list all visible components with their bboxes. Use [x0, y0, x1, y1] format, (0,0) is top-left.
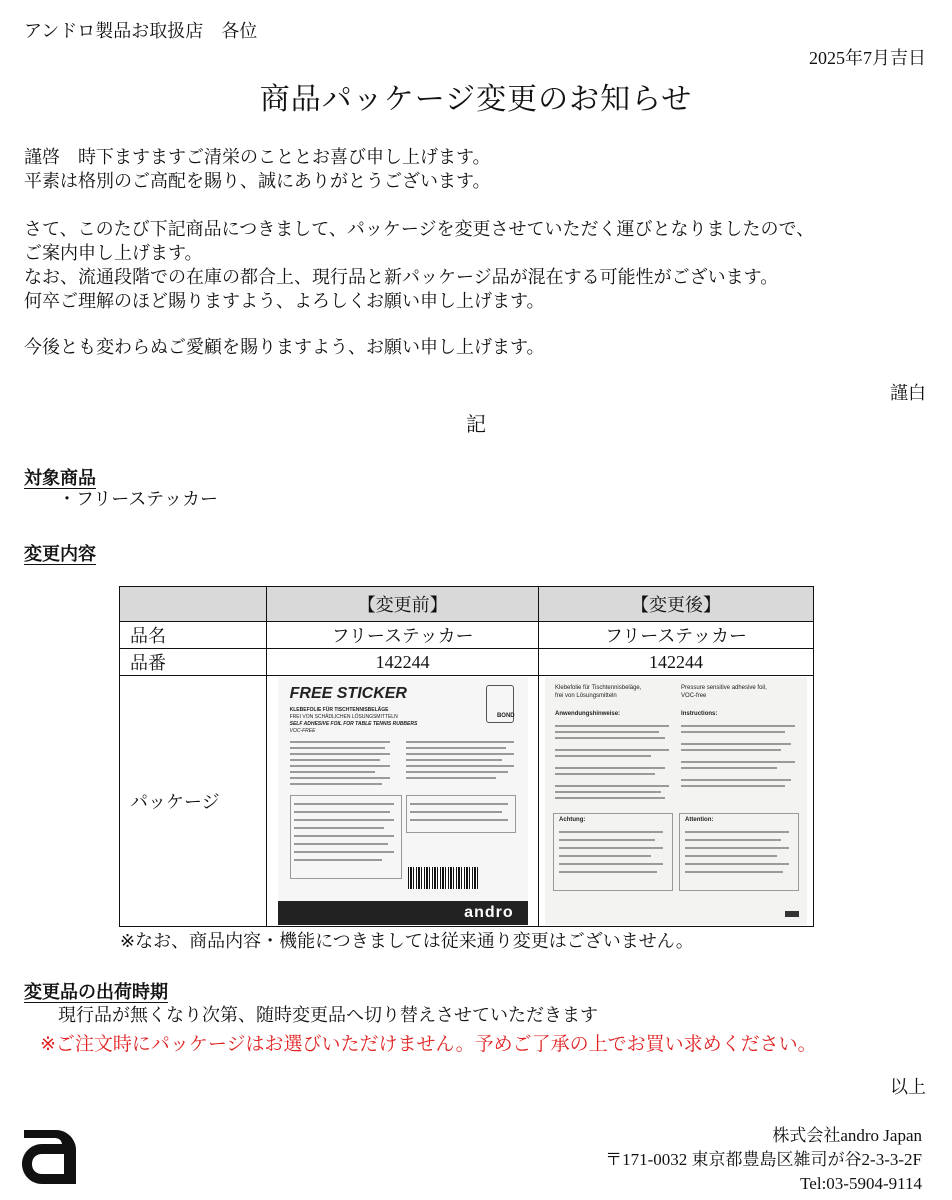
shipping-heading: 変更品の出荷時期 — [24, 982, 168, 1003]
pkg-en-head: Instructions: — [681, 711, 718, 717]
row-label: 品番 — [120, 649, 267, 676]
barcode-icon — [408, 867, 478, 889]
pkg-de-title-2: frei von Lösungsmitteln — [555, 693, 617, 699]
table-note: ※なお、商品内容・機能につきましては従来通り変更はございません。 — [120, 931, 694, 952]
table-row — [120, 676, 814, 927]
company-name: 株式会社andro Japan — [772, 1126, 922, 1145]
row-label: 品名 — [120, 622, 267, 649]
body-line-1: さて、このたび下記商品につきまして、パッケージを変更させていただく運びとなりましたので、 — [24, 219, 815, 240]
shipping-warning: ※ご注文時にパッケージはお選びいただけません。予めご了承の上でお買い求めください。 — [40, 1033, 817, 1055]
pkg-sub-2: FREI VON SCHÄDLICHEN LÖSUNGSMITTELN — [289, 714, 398, 720]
pkg-sub-3: SELF ADHESIVE FOIL FOR TABLE TENNIS RUBBERS — [289, 721, 418, 727]
recipient: アンドロ製品お取扱店 各位 — [24, 21, 258, 42]
greeting-line-1: 謹啓 時下ますますご清栄のこととお喜び申し上げます。 — [24, 147, 491, 168]
keihaku: 謹白 — [890, 383, 926, 404]
pkg-mark-icon — [785, 911, 799, 917]
package-after-image — [545, 677, 807, 925]
company-tel: Tel:03-5904-9114 — [800, 1174, 922, 1193]
date: 2025年7月吉日 — [809, 48, 926, 68]
pkg-en-title: Pressure sensitive adhesive foil, — [681, 685, 767, 691]
greeting-line-2: 平素は格別のご高配を賜り、誠にありがとうございます。 — [24, 171, 491, 192]
col-before-header: 【変更前】 — [267, 587, 539, 622]
table-row — [120, 649, 814, 676]
col-after-header: 【変更後】 — [539, 587, 814, 622]
pkg-de-head: Anwendungshinweise: — [555, 711, 621, 717]
closing-line: 今後とも変わらぬご愛顧を賜りますよう、お願い申し上げます。 — [24, 337, 545, 358]
target-item: ・フリーステッカー — [58, 489, 219, 510]
ijo: 以上 — [890, 1077, 926, 1098]
pkg-sub-1: KLEBEFOLIE FÜR TISCHTENNISBELÄGE — [289, 707, 389, 713]
pkg-de-warn: Achtung: — [559, 817, 586, 823]
cell-package-after — [539, 676, 814, 927]
page-title: 商品パッケージ変更のお知らせ — [259, 82, 693, 117]
cell-package-before — [267, 676, 539, 927]
company-address: 〒171-0032 東京都豊島区雑司が谷2-3-3-2F — [605, 1150, 922, 1169]
pkg-wordmark: andro — [464, 904, 514, 921]
table-row — [120, 622, 814, 649]
pkg-en-title-2: VOC-free — [681, 693, 707, 699]
table-corner — [120, 587, 267, 622]
cell-after: 142244 — [539, 649, 814, 676]
cell-after: フリーステッカー — [539, 622, 814, 649]
row-label: パッケージ — [120, 676, 267, 927]
target-heading: 対象商品 — [24, 468, 96, 489]
body-line-3: なお、流通段階での在庫の都合上、現行品と新パッケージ品が混在する可能性がございます。 — [24, 267, 779, 288]
ki: 記 — [466, 412, 486, 436]
body-line-2: ご案内申し上げます。 — [24, 243, 203, 264]
pkg-bond-label: BOND — [496, 713, 515, 719]
shipping-text: 現行品が無くなり次第、随時変更品へ切り替えさせていただきます — [58, 1005, 598, 1026]
cell-before: 142244 — [267, 649, 539, 676]
pkg-en-warn: Attention: — [685, 817, 714, 823]
pkg-sub-4: VOC-FREE — [289, 728, 316, 734]
change-table — [119, 586, 814, 927]
package-before-image — [278, 677, 528, 925]
pkg-de-title: Klebefolie für Tischtennisbeläge, — [555, 685, 642, 691]
pkg-brand-line: FREE STICKER — [289, 685, 407, 702]
cell-before: フリーステッカー — [267, 622, 539, 649]
change-heading: 変更内容 — [24, 544, 96, 565]
body-line-4: 何卒ご理解のほど賜りますよう、よろしくお願い申し上げます。 — [24, 291, 545, 312]
andro-logo-icon — [16, 1124, 82, 1190]
